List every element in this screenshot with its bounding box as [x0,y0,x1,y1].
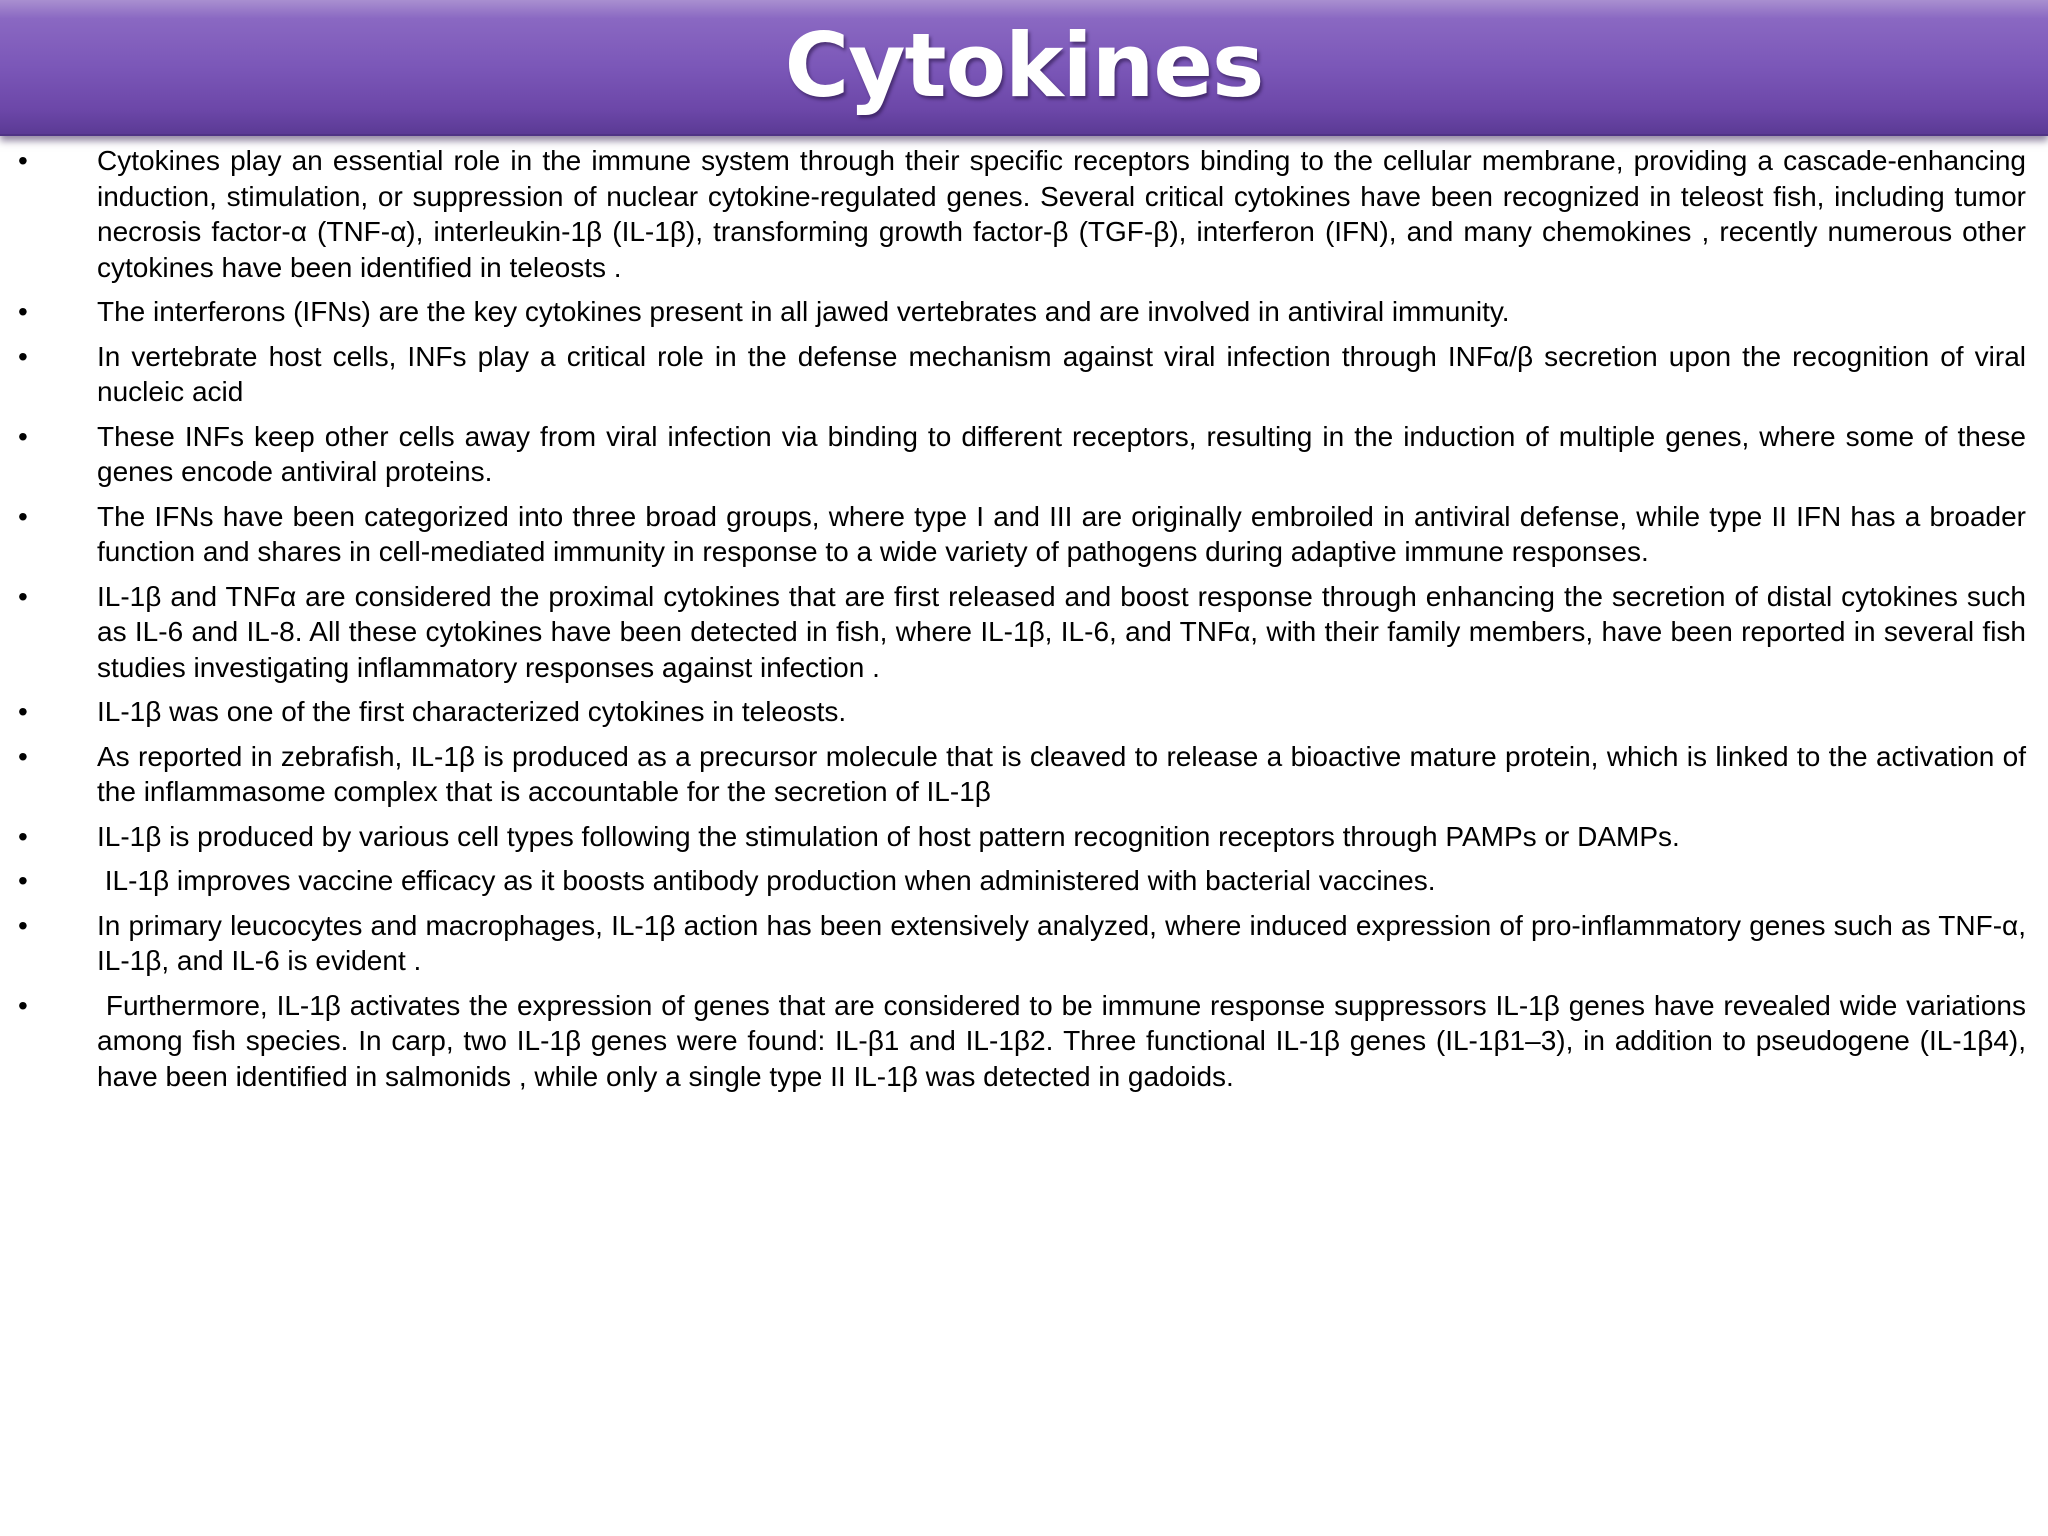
bullet-text: Cytokines play an essential role in the immune system through their specific receptors binding to the cellular membrane, providing a cascade-enhancing induction, stimulation, or suppression of nuclear cytokine-regulated genes. Several critical cytokines have been recognized in teleost fish, including tumor necrosis factor-α (TNF-α), interleukin-1β (IL-1β), transforming growth factor-β (TGF-β), interferon (IFN), and many chemokines , recently numerous other cytokines have been identified in teleosts . [97,145,2026,283]
list-item [0,419,2048,490]
bullet-icon: • [18,296,28,327]
bullet-icon: • [18,420,28,452]
list-item [0,988,2048,1095]
list-item [0,499,2048,570]
bullet-text: In vertebrate host cells, INFs play a critical role in the defense mechanism against viral infection through INFα/β secretion upon the recognition of viral nucleic acid [97,340,2026,407]
bullet-icon: • [18,145,28,176]
bullet-list [0,143,2048,1103]
bullet-text: IL-1β is produced by various cell types following the stimulation of host pattern recognition receptors through PAMPs or DAMPs. [97,820,1680,852]
bullet-text: The interferons (IFNs) are the key cytokines present in all jawed vertebrates and are involved in antiviral immunity. [97,296,1510,327]
title-bar [0,0,2048,136]
bullet-text: IL-1β and TNFα are considered the proximal cytokines that are first released and boost response through enhancing the secretion of distal cytokines such as IL-6 and IL-8. All these cytokines have been detected in fish, where IL-1β, IL-6, and TNFα, with their family members, have been reported in several fish studies investigating inflammatory responses against infection . [97,580,2026,683]
bullet-icon: • [18,580,28,612]
list-item [0,579,2048,686]
bullet-icon: • [18,696,28,727]
bullet-icon: • [18,909,28,941]
list-item [0,819,2048,855]
bullet-text: In primary leucocytes and macrophages, IL-1β action has been extensively analyzed, where induced expression of pro-inflammatory genes such as TNF-α, IL-1β, and IL-6 is evident . [97,909,2026,976]
bullet-text: These INFs keep other cells away from viral infection via binding to different receptors, resulting in the induction of multiple genes, where some of these genes encode antiviral proteins. [97,420,2026,487]
bullet-text: As reported in zebrafish, IL-1β is produced as a precursor molecule that is cleaved to release a bioactive mature protein, which is linked to the activation of the inflammasome complex that is accountable for the secretion of IL-1β [97,740,2026,807]
bullet-icon: • [18,340,28,372]
list-item [0,143,2048,285]
list-item [0,739,2048,810]
bullet-icon: • [18,865,28,896]
bullet-text: The IFNs have been categorized into three broad groups, where type I and III are originally embroiled in antiviral defense, while type II IFN has a broader function and shares in cell-mediated immunity in response to a wide variety of pathogens during adaptive immune responses. [97,500,2026,567]
bullet-text: Furthermore, IL-1β activates the expression of genes that are considered to be immune response suppressors IL-1β genes have revealed wide variations among fish species. In carp, two IL-1β genes were found: IL-β1 and IL-1β2. Three functional IL-1β genes (IL-1β1–3), in addition to pseudogene (IL-1β4), have been identified in salmonids , while only a single type II IL-1β was detected in gadoids. [97,989,2034,1092]
bullet-icon: • [18,740,28,772]
bullet-icon: • [18,989,28,1021]
bullet-text: IL-1β was one of the first characterized cytokines in teleosts. [97,696,847,727]
list-item [0,694,2048,730]
list-item [0,339,2048,410]
slide-title: Cytokines [784,14,1264,117]
list-item [0,863,2048,899]
list-item [0,908,2048,979]
bullet-text: IL-1β improves vaccine efficacy as it boosts antibody production when administered with bacterial vaccines. [97,865,1436,896]
bullet-icon: • [18,500,28,532]
bullet-icon: • [18,820,28,852]
list-item [0,294,2048,330]
